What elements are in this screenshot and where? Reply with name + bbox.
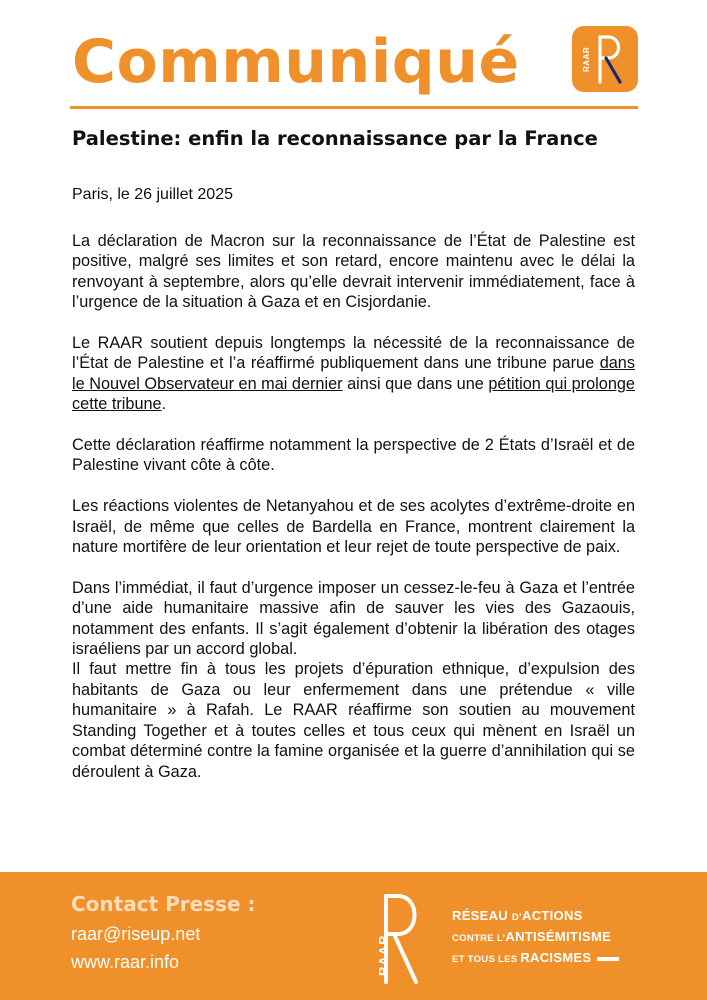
logo-text: RAAR — [582, 46, 591, 72]
headline: Palestine: enfin la reconnaissance par la France — [72, 127, 598, 150]
petition-link[interactable]: pétition qui prolonge cette tribune — [72, 374, 635, 414]
paragraph-2 — [72, 333, 635, 415]
tagline-word: RACISMES — [520, 950, 592, 965]
paragraph-3: Cette déclaration réaffirme notamment la perspective de 2 États d’Israël et de Palestine vivant côte à côte. — [72, 436, 635, 475]
contact-website[interactable]: www.raar.info — [71, 952, 180, 972]
body-text — [72, 231, 635, 802]
contact-email[interactable]: raar@riseup.net — [71, 924, 201, 944]
organization-tagline — [452, 906, 619, 969]
page-title: Communiqué — [72, 27, 520, 97]
tagline-word: ET TOUS LES — [452, 954, 521, 965]
footer-logo-text: RAAR — [376, 934, 391, 976]
tagline-word: D’ — [511, 912, 522, 923]
header-divider — [70, 106, 638, 109]
tagline-word: RÉSEAU — [452, 908, 512, 923]
raar-footer-logo-icon — [354, 886, 434, 990]
tagline-line-2 — [452, 927, 619, 948]
tagline-word: ACTIONS — [522, 908, 583, 923]
raar-logo — [572, 26, 638, 92]
tagline-word: CONTRE L’ — [452, 933, 506, 944]
tagline-line-1 — [452, 906, 619, 927]
tagline-word: ANTISÉMITISME — [505, 929, 612, 944]
nouvel-observateur-link[interactable]: dans le Nouvel Observateur en mai dernier — [72, 354, 635, 393]
paragraph-2-text-a: Le RAAR soutient depuis longtemps la nécessité de la reconnaissance de l’État de Palestine et l’a réaffirmé publiquement dans une tribune parue — [72, 334, 635, 373]
tagline-line-3 — [452, 948, 619, 969]
footer — [0, 872, 707, 1000]
dateline: Paris, le 26 juillet 2025 — [72, 186, 233, 203]
paragraph-2-text-b: ainsi que dans une — [342, 374, 489, 393]
paragraph-2-text-c: . — [161, 395, 167, 414]
tagline-bar — [597, 957, 619, 961]
contact-label: Contact Presse : — [71, 892, 256, 916]
paragraph-4: Les réactions violentes de Netanyahou et de ses acolytes d’extrême-droite en Israël, de même que celles de Bardella en France, montrent clairement la nature mortifère de leur orientation et leur rejet de toute perspective de paix. — [72, 497, 635, 557]
paragraph-1: La déclaration de Macron sur la reconnaissance de l’État de Palestine est positive, malgré ses limites et son retard, encore maintenu avec le délai la renvoyant à septembre, alors qu’elle devrait intervenir immédiatement, face à l’urgence de la situation à Gaza et en Cisjordanie. — [72, 232, 635, 312]
paragraph-6: Il faut mettre fin à tous les projets d’épuration ethnique, d’expulsion des habitants de Gaza ou leur enfermement dans une prétendue « ville humanitaire » à Rafah. Le RAAR réaffirme son soutien au mouvement Standing Together et à toutes celles et tous ceux qui mènent en Israël un combat déterminé contre la famine organisée et la guerre d’annihilation qui se déroulent à Gaza. — [72, 660, 635, 781]
header — [72, 24, 638, 110]
paragraph-5: Dans l’immédiat, il faut d’urgence imposer un cessez-le-feu à Gaza et l’entrée d’une aide humanitaire massive afin de sauver les vies des Gazaouis, notamment des enfants. Il s’agit également d’obtenir la libération des otages israéliens par un accord global. — [72, 578, 635, 659]
